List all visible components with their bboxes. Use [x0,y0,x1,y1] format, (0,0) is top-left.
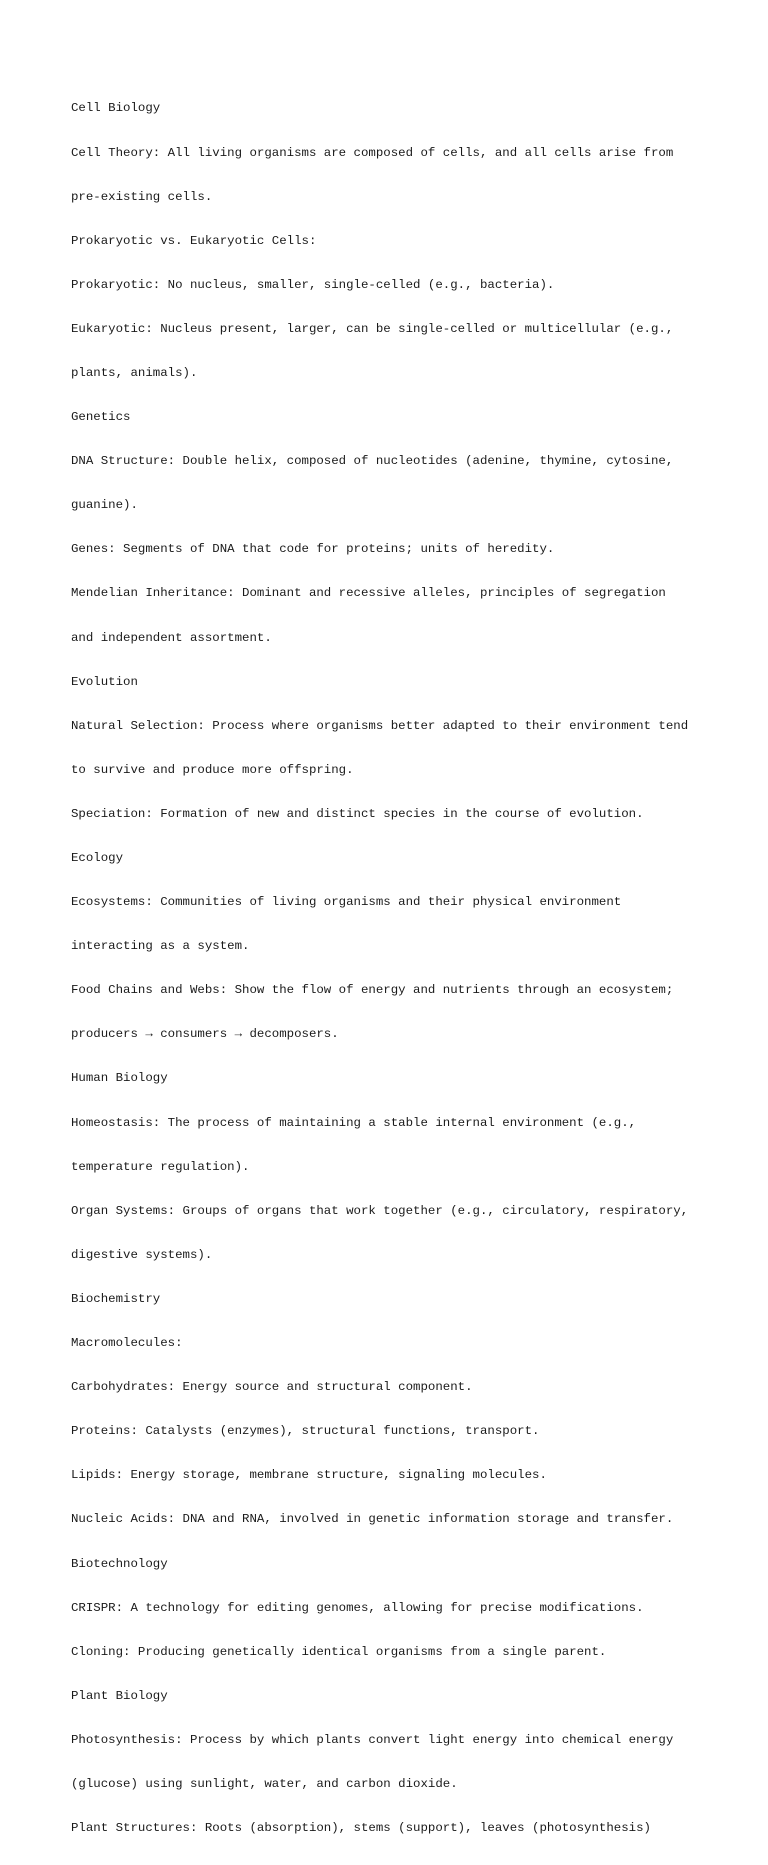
section-heading: Cell Biology [71,101,161,116]
text-line: interacting as a system. [71,939,250,954]
text-line: Carbohydrates: Energy source and structural component. [71,1380,473,1395]
section-heading: Plant Biology [71,1688,168,1703]
text-line: Photosynthesis: Process by which plants convert light energy into chemical energy [71,1732,674,1747]
text-line: temperature regulation). [71,1159,250,1174]
text-line: pre-existing cells. [71,189,213,204]
text-line: to survive and produce more offspring. [71,762,354,777]
text-line: Cell Theory: All living organisms are composed of cells, and all cells arise from [71,145,674,160]
text-line: Nucleic Acids: DNA and RNA, involved in genetic information storage and transfer. [71,1512,674,1527]
text-line: (glucose) using sunlight, water, and carbon dioxide. [71,1776,458,1791]
text-line: Cloning: Producing genetically identical organisms from a single parent. [71,1644,607,1659]
section-heading: Genetics [71,410,131,425]
text-line: Natural Selection: Process where organisms better adapted to their environment tend [71,718,689,733]
text-line: Food Chains and Webs: Show the flow of energy and nutrients through an ecosystem; [71,983,674,998]
text-line: DNA Structure: Double helix, composed of nucleotides (adenine, thymine, cytosine, [71,454,674,469]
text-line: plants, animals). [71,365,198,380]
text-line: Eukaryotic: Nucleus present, larger, can be single-celled or multicellular (e.g., [71,321,674,336]
biology-notes-text [71,72,731,1865]
text-line: Plant Structures: Roots (absorption), stems (support), leaves (photosynthesis) [71,1821,651,1836]
text-line: Homeostasis: The process of maintaining a stable internal environment (e.g., [71,1115,637,1130]
text-line: Proteins: Catalysts (enzymes), structural functions, transport. [71,1424,540,1439]
text-line: Ecosystems: Communities of living organisms and their physical environment [71,895,622,910]
section-heading: Human Biology [71,1071,168,1086]
section-heading: Ecology [71,851,124,865]
text-line: Mendelian Inheritance: Dominant and recessive alleles, principles of segregation [71,586,666,601]
text-line: Macromolecules: [71,1336,183,1351]
text-line: Lipids: Energy storage, membrane structure, signaling molecules. [71,1468,547,1483]
section-heading: Evolution [71,674,138,689]
text-line: digestive systems). [71,1247,213,1262]
text-line: CRISPR: A technology for editing genomes, allowing for precise modifications. [71,1600,644,1615]
text-line: producers → consumers → decomposers. [71,1027,339,1042]
text-line: Speciation: Formation of new and distinct species in the course of evolution. [71,806,644,821]
text-line: Organ Systems: Groups of organs that work together (e.g., circulatory, respiratory, [71,1203,689,1218]
text-line: Genes: Segments of DNA that code for proteins; units of heredity. [71,542,555,557]
text-line: Prokaryotic vs. Eukaryotic Cells: [71,233,317,248]
text-line: Prokaryotic: No nucleus, smaller, single-celled (e.g., bacteria). [71,277,555,292]
text-line: and independent assortment. [71,630,272,645]
text-line: guanine). [71,498,138,513]
section-heading: Biotechnology [71,1556,168,1571]
section-heading: Biochemistry [71,1291,161,1306]
